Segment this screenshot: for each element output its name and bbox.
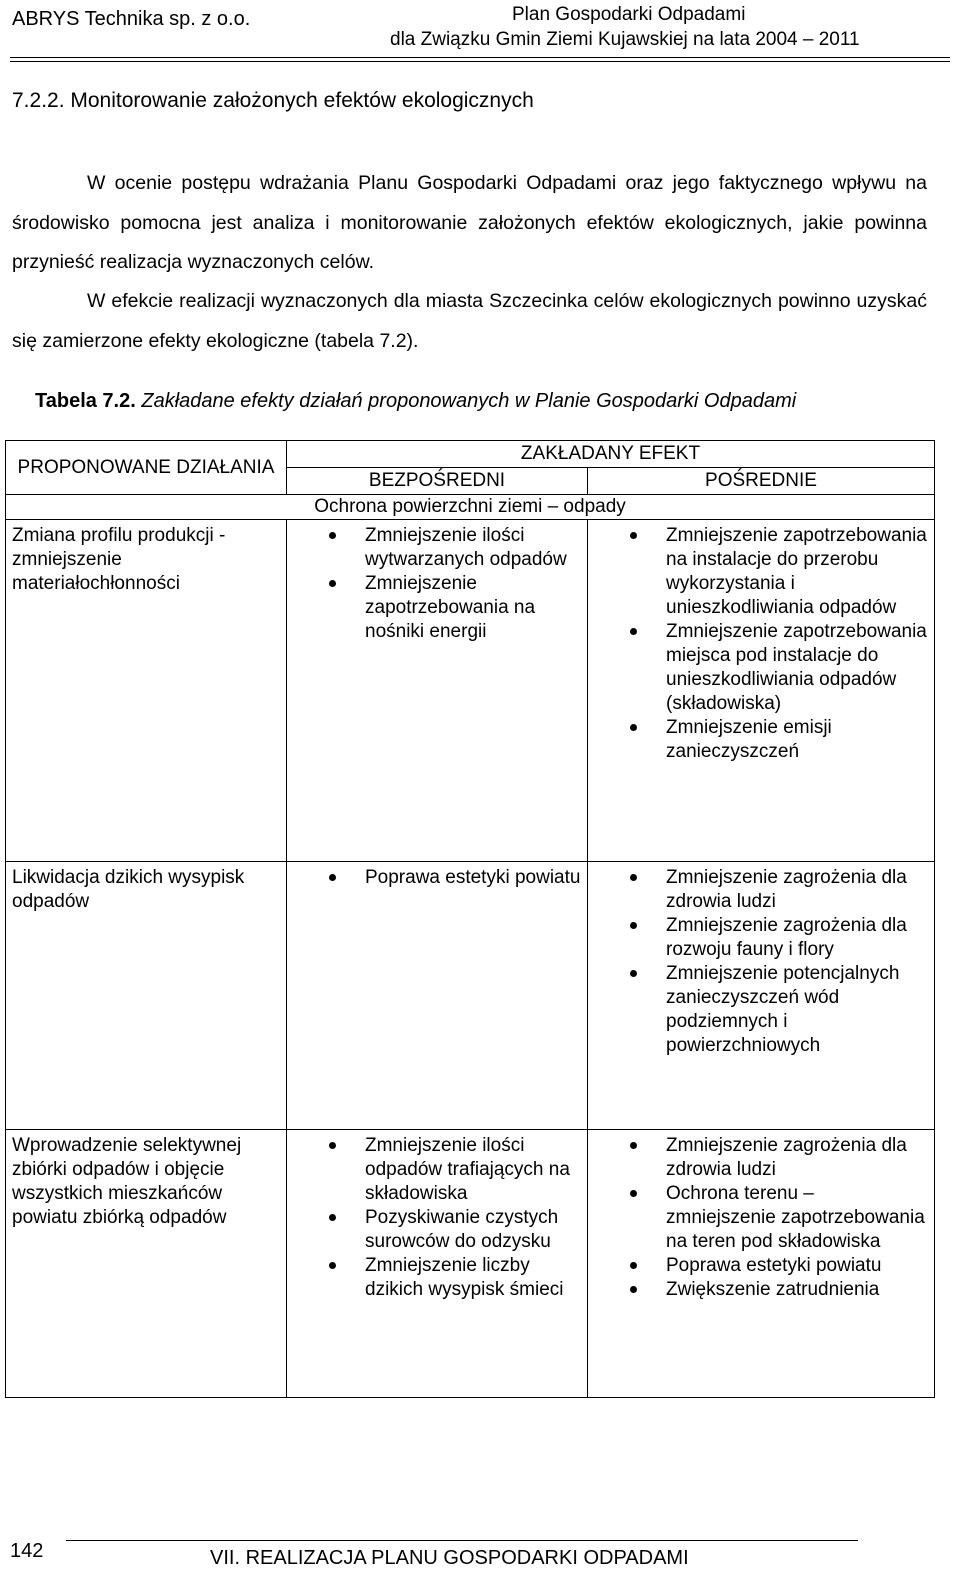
effect-text: Zwiększenie zatrudnienia	[666, 1279, 880, 1300]
header-company: ABRYS Technika sp. z o.o.	[12, 8, 251, 30]
effect-text: Zmniejszenie zagrożenia dla zdrowia ludzi	[666, 1135, 907, 1180]
effect-text: Zmniejszenie zapotrzebowania na instalacje do przerobu wykorzystania i unieszkodliwiania odpadów	[666, 525, 927, 618]
indirect-cell	[588, 1130, 935, 1398]
effect-text: Zmniejszenie zagrożenia dla rozwoju fauny i flory	[666, 915, 907, 960]
paragraph-1: W ocenie postępu wdrażania Planu Gospodarki Odpadami oraz jego faktycznego wpływu na środowisko pomocna jest analiza i monitorowanie założonych efektów ekologicznych, jakie powinna przynieść realizacja wyznaczonych celów.	[12, 172, 927, 273]
table-row	[6, 520, 935, 862]
bullet-icon	[630, 1286, 637, 1293]
indirect-cell	[588, 862, 935, 1130]
bullet-icon	[630, 628, 637, 635]
effect-item	[293, 1254, 581, 1302]
effect-item	[293, 524, 581, 572]
effect-item	[594, 1254, 928, 1278]
bullet-icon	[630, 1262, 637, 1269]
bullet-icon	[630, 1190, 637, 1197]
effect-item	[293, 1134, 581, 1206]
bullet-icon	[630, 1142, 637, 1149]
section-title: 7.2.2. Monitorowanie założonych efektów ekologicznych	[12, 89, 534, 112]
effect-text: Zmniejszenie ilości wytwarzanych odpadów	[365, 525, 567, 570]
indirect-list	[594, 1134, 928, 1302]
effect-text: Poprawa estetyki powiatu	[365, 867, 581, 888]
header-indirect: POŚREDNIE	[588, 468, 935, 495]
indirect-cell	[588, 520, 935, 862]
effect-item	[594, 914, 928, 962]
effect-text: Pozyskiwanie czystych surowców do odzysku	[365, 1207, 559, 1252]
effect-text: Zmniejszenie potencjalnych zanieczyszczeń wód podziemnych i powierzchniowych	[666, 963, 900, 1056]
bullet-icon	[630, 874, 637, 881]
header-plan-title: Plan Gospodarki Odpadami	[512, 4, 746, 25]
bullet-icon	[329, 1142, 336, 1149]
effect-text: Zmniejszenie emisji zanieczyszczeń	[666, 717, 832, 762]
effect-item	[594, 1278, 928, 1302]
effect-item	[293, 1206, 581, 1254]
effect-item	[594, 1182, 928, 1254]
bullet-icon	[329, 1214, 336, 1221]
bullet-icon	[329, 1262, 336, 1269]
direct-cell	[287, 862, 588, 1130]
effect-item	[594, 524, 928, 620]
effect-item	[293, 572, 581, 644]
table-row	[6, 862, 935, 1130]
table-caption-label: Tabela 7.2.	[35, 390, 136, 412]
header-effect: ZAKŁADANY EFEKT	[287, 441, 935, 468]
action-cell: Wprowadzenie selektywnej zbiórki odpadów i objęcie wszystkich mieszkańców powiatu zbiórką odpadów	[6, 1130, 287, 1398]
effect-text: Zmniejszenie liczby dzikich wysypisk śmieci	[365, 1255, 564, 1300]
header-plan-subtitle: dla Związku Gmin Ziemi Kujawskiej na lata 2004 – 2011	[390, 29, 860, 50]
paragraph-2: W efekcie realizacji wyznaczonych dla miasta Szczecinka celów ekologicznych powinno uzyskać się zamierzone efekty ekologiczne (tabela 7.2).	[12, 290, 927, 352]
bullet-icon	[630, 922, 637, 929]
effect-text: Ochrona terenu – zmniejszenie zapotrzebowania na teren pod składowiska	[666, 1183, 925, 1252]
direct-list	[293, 524, 581, 644]
category-row: Ochrona powierzchni ziemi – odpady	[6, 495, 935, 520]
effect-item	[594, 866, 928, 914]
effect-item	[594, 962, 928, 1058]
table-row	[6, 1130, 935, 1398]
header-rule	[10, 57, 950, 62]
direct-cell	[287, 1130, 588, 1398]
indirect-list	[594, 524, 928, 764]
bullet-icon	[630, 532, 637, 539]
bullet-icon	[329, 874, 336, 881]
effects-table	[5, 440, 935, 1398]
action-cell: Zmiana profilu produkcji - zmniejszenie materiałochłonności	[6, 520, 287, 862]
footer-rule	[66, 1540, 858, 1541]
indirect-list	[594, 866, 928, 1058]
table-caption-text: Zakładane efekty działań proponowanych w Planie Gospodarki Odpadami	[135, 390, 797, 412]
bullet-icon	[630, 724, 637, 731]
effect-text: Zmniejszenie zagrożenia dla zdrowia ludzi	[666, 867, 907, 912]
effect-item	[594, 716, 928, 764]
page-number: 142	[10, 1540, 44, 1562]
bullet-icon	[329, 532, 336, 539]
direct-cell	[287, 520, 588, 862]
effect-text: Zmniejszenie zapotrzebowania miejsca pod instalacje do unieszkodliwiania odpadów (składowiska)	[666, 621, 927, 714]
direct-list	[293, 866, 581, 890]
effect-item	[594, 1134, 928, 1182]
header-actions: PROPONOWANE DZIAŁANIA	[6, 441, 287, 495]
action-cell: Likwidacja dzikich wysypisk odpadów	[6, 862, 287, 1130]
bullet-icon	[329, 580, 336, 587]
footer-chapter: VII. REALIZACJA PLANU GOSPODARKI ODPADAMI	[210, 1547, 689, 1569]
header-direct: BEZPOŚREDNI	[287, 468, 588, 495]
effect-item	[594, 620, 928, 716]
effect-text: Zmniejszenie ilości odpadów trafiających na składowiska	[365, 1135, 570, 1204]
effect-text: Zmniejszenie zapotrzebowania na nośniki energii	[365, 573, 536, 642]
header-plan	[390, 2, 870, 52]
effect-text: Poprawa estetyki powiatu	[666, 1255, 882, 1276]
direct-list	[293, 1134, 581, 1302]
effect-item	[293, 866, 581, 890]
bullet-icon	[630, 970, 637, 977]
table-caption	[35, 390, 796, 413]
